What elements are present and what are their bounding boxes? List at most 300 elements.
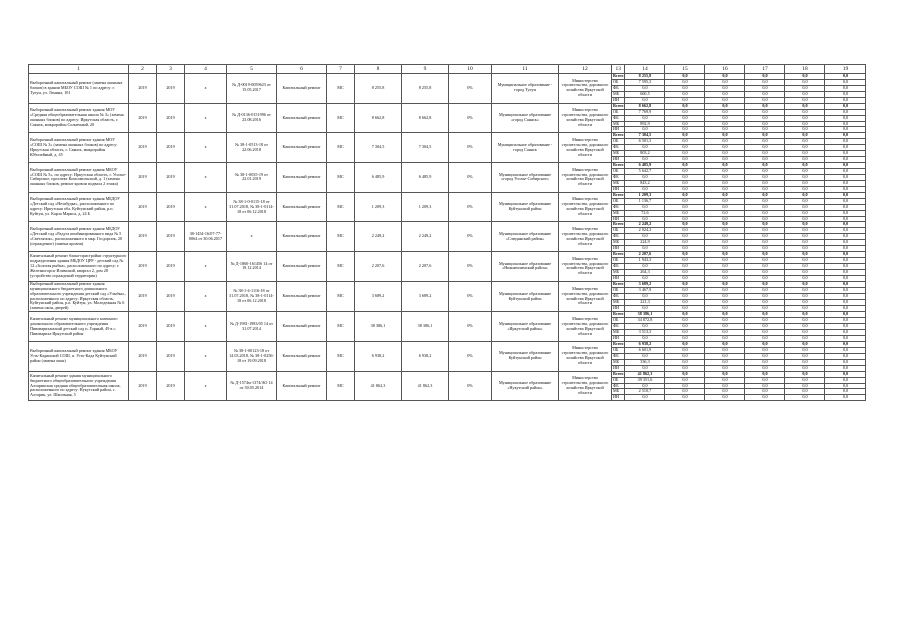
funding-source-label: ИИ	[612, 395, 625, 401]
end-year-cell: 2019	[157, 74, 185, 104]
funding-source-label: ИИ	[612, 306, 625, 312]
funding-amount-cell: 0,0	[825, 91, 866, 97]
funding-amount-cell: 0,0	[825, 371, 866, 377]
funding-amount-cell: 0,0	[745, 210, 785, 216]
responsible-ministry-cell: Министерство строительства, дорожного хозяйства Иркутской области	[559, 371, 612, 401]
funding-amount-cell: 0,0	[745, 389, 785, 395]
funding-amount-cell: 0,0	[745, 234, 785, 240]
column-4-cell: 38-1454-16/07-77-0064 от 30.06.2017	[185, 222, 227, 252]
work-type-cell: Капитальный ремонт	[277, 281, 327, 311]
funding-amount-cell: 0,0	[745, 246, 785, 252]
remaining-cost-cell: 1 209,3	[402, 192, 449, 222]
funding-amount-cell: 0,0	[825, 85, 866, 91]
funding-amount-cell: 0,0	[785, 85, 825, 91]
document-number-cell: № Д-0019-0059623 от 15.05.2017	[227, 74, 277, 104]
object-name-cell: Капитальный ремонт блока-пристройки структурного подразделения здания МБДОУ ЦРР - детский сад № 12 «Золотая рыбка», расположенного по адресу: г. Железногорск-Илимский, квартал 2, дом 28 (устройство ограждений территории)	[29, 252, 129, 282]
funding-amount-cell: 224,9	[625, 240, 665, 246]
funding-source-label: Всего	[613, 251, 624, 257]
responsible-ministry-cell: Министерство строительства, дорожного хозяйства Иркутской области	[559, 312, 612, 342]
funding-amount-cell: 0,0	[745, 395, 785, 401]
municipality-cell: Муниципальное образование Куйтунский район	[492, 281, 559, 311]
work-type-cell: Капитальный ремонт	[277, 103, 327, 133]
estimated-cost-cell: 8 662,8	[355, 103, 402, 133]
start-year-cell: 2019	[129, 192, 157, 222]
remaining-cost-cell: 8 662,8	[402, 103, 449, 133]
funding-amount-cell: 0,0	[825, 145, 866, 151]
funding-source-label: Всего	[613, 341, 624, 346]
column-number: 4	[185, 65, 227, 74]
funding-amount-cell: 0,0	[665, 330, 705, 336]
funding-amount-cell: 0,0	[665, 395, 705, 401]
funding-amount-cell: 72,6	[625, 210, 665, 216]
funding-amount-cell: 0,0	[665, 222, 705, 228]
funding-amount-cell: 0,0	[625, 204, 665, 210]
readiness-percent-cell: 0%	[449, 371, 492, 401]
start-year-cell: 2019	[129, 371, 157, 401]
funding-amount-cell: 0,0	[745, 275, 785, 281]
funding-amount-cell: 0,0	[705, 91, 745, 97]
funding-source-label: ОБ	[612, 258, 625, 264]
funding-amount-cell: 0,0	[705, 389, 745, 395]
funding-amount-cell: 0,0	[785, 174, 825, 180]
funding-amount-cell: 0,0	[785, 204, 825, 210]
object-name-cell: Выборочный капитальный ремонт здания МБОУ Усть-Кадинской СОШ, п. Усть-Када Куйтунский район (замена окон)	[29, 341, 129, 371]
funding-amount-cell: 0,0	[665, 139, 705, 145]
funding-amount-cell: 0,0	[785, 365, 825, 371]
funding-source-label: МБ	[612, 151, 625, 157]
funding-amount-cell: 0,0	[705, 127, 745, 133]
end-year-cell: 2019	[157, 222, 185, 252]
funding-amount-cell: 0,0	[825, 127, 866, 133]
funding-amount-cell: 0,0	[745, 258, 785, 264]
funding-amount-cell: 0,0	[785, 169, 825, 175]
funding-amount-cell: 0,0	[785, 395, 825, 401]
municipality-cell: Муниципальное образование Куйтунский район	[492, 192, 559, 222]
funding-amount-cell: 0,0	[825, 300, 866, 306]
funding-amount-cell: 0,0	[705, 371, 745, 377]
funding-amount-cell: 0,0	[785, 371, 825, 377]
funding-amount-cell: 0,0	[745, 174, 785, 180]
funding-amount-cell: 0,0	[825, 252, 866, 258]
funding-amount-cell: 0,0	[825, 103, 866, 109]
column-7-cell: МС	[327, 103, 355, 133]
funding-source-label: МБ	[612, 330, 625, 336]
column-4-cell: х	[185, 163, 227, 193]
funding-amount-cell: 0,0	[705, 163, 745, 169]
funding-amount-cell: 8 255,8	[625, 74, 665, 80]
remaining-cost-cell: 8 255,8	[402, 74, 449, 104]
work-type-cell: Капитальный ремонт	[277, 163, 327, 193]
column-7-cell: МС	[327, 74, 355, 104]
funding-amount-cell: 0,0	[745, 115, 785, 121]
funding-amount-cell: 0,0	[785, 97, 825, 103]
funding-amount-cell: 0,0	[625, 157, 665, 163]
end-year-cell: 2019	[157, 371, 185, 401]
funding-amount-cell: 0,0	[625, 216, 665, 222]
funding-source-label: ИИ	[612, 157, 625, 163]
end-year-cell: 2019	[157, 133, 185, 163]
funding-amount-cell: 0,0	[785, 198, 825, 204]
estimated-cost-cell: 3 689,2	[355, 281, 402, 311]
funding-amount-cell: 803,2	[625, 151, 665, 157]
funding-amount-cell: 0,0	[745, 318, 785, 324]
funding-amount-cell: 0,0	[825, 395, 866, 401]
funding-amount-cell: 0,0	[705, 300, 745, 306]
funding-amount-cell: 0,0	[825, 383, 866, 389]
funding-amount-cell: 0,0	[825, 121, 866, 127]
funding-amount-cell: 0,0	[825, 97, 866, 103]
start-year-cell: 2019	[129, 74, 157, 104]
funding-amount-cell: 0,0	[705, 85, 745, 91]
readiness-percent-cell: 0%	[449, 192, 492, 222]
funding-amount-cell: 5 642,7	[625, 169, 665, 175]
funding-amount-cell: 0,0	[785, 287, 825, 293]
funding-amount-cell: 0,0	[665, 157, 705, 163]
funding-amount-cell: 0,0	[625, 246, 665, 252]
funding-source-label: ОБ	[612, 109, 625, 115]
funding-amount-cell: 0,0	[665, 359, 705, 365]
funding-amount-cell: 0,0	[785, 210, 825, 216]
column-number: 10	[449, 65, 492, 74]
funding-amount-cell: 221,3	[625, 300, 665, 306]
column-number: 19	[825, 65, 866, 74]
end-year-cell: 2019	[157, 192, 185, 222]
funding-amount-cell: 0,0	[665, 234, 705, 240]
funding-amount-cell: 0,0	[745, 228, 785, 234]
funding-amount-cell: 0,0	[665, 216, 705, 222]
funding-amount-cell: 0,0	[625, 324, 665, 330]
column-number: 7	[327, 65, 355, 74]
funding-amount-cell: 0,0	[665, 91, 705, 97]
funding-amount-cell: 0,0	[705, 258, 745, 264]
funding-amount-cell: 0,0	[665, 300, 705, 306]
funding-source-label: ФБ	[612, 324, 625, 330]
funding-amount-cell: 0,0	[785, 275, 825, 281]
remaining-cost-cell: 38 386,1	[402, 312, 449, 342]
funding-amount-cell: 0,0	[745, 383, 785, 389]
column-7-cell: МС	[327, 312, 355, 342]
funding-amount-cell: 0,0	[665, 293, 705, 299]
funding-amount-cell: 0,0	[705, 318, 745, 324]
funding-amount-cell: 0,0	[825, 216, 866, 222]
end-year-cell: 2019	[157, 312, 185, 342]
estimated-cost-cell: 6 938,2	[355, 341, 402, 371]
funding-amount-cell: 0,0	[705, 306, 745, 312]
funding-source-label: ИИ	[612, 127, 625, 133]
funding-source-label: МБ	[612, 210, 625, 216]
funding-amount-cell: 0,0	[745, 324, 785, 330]
funding-source-label: ИИ	[612, 365, 625, 371]
funding-source-label: ФБ	[612, 174, 625, 180]
end-year-cell: 2019	[157, 163, 185, 193]
funding-amount-cell: 0,0	[705, 287, 745, 293]
funding-amount-cell: 0,0	[745, 133, 785, 139]
funding-amount-cell: 0,0	[785, 359, 825, 365]
funding-source-label: Всего	[613, 103, 624, 108]
funding-amount-cell: 0,0	[665, 306, 705, 312]
funding-amount-cell: 0,0	[825, 341, 866, 347]
funding-amount-cell: 0,0	[705, 240, 745, 246]
funding-amount-cell: 0,0	[665, 79, 705, 85]
column-7-cell: МС	[327, 163, 355, 193]
funding-amount-cell: 0,0	[825, 133, 866, 139]
funding-amount-cell: 0,0	[705, 157, 745, 163]
funding-amount-cell: 0,0	[705, 269, 745, 275]
funding-amount-cell: 0,0	[665, 383, 705, 389]
funding-amount-cell: 0,0	[705, 174, 745, 180]
funding-source-label: Всего	[613, 162, 624, 168]
funding-source-label: МБ	[612, 180, 625, 186]
funding-amount-cell: 0,0	[705, 139, 745, 145]
funding-amount-cell: 3 513,3	[625, 330, 665, 336]
funding-amount-cell: 0,0	[705, 336, 745, 342]
municipality-cell: Муниципальное образование «Нукутский район»	[492, 371, 559, 401]
funding-amount-cell: 0,0	[785, 127, 825, 133]
funding-amount-cell: 0,0	[745, 139, 785, 145]
funding-amount-cell: 0,0	[625, 275, 665, 281]
column-7-cell: МС	[327, 133, 355, 163]
funding-amount-cell: 0,0	[665, 174, 705, 180]
funding-amount-cell: 0,0	[825, 169, 866, 175]
object-name-cell: Выборочный капитальный ремонт здания муниципального бюджетного дошкольного образовательного учреждения детский сад «Улыбка», расположенного по адресу: Иркутская область, Куйтунский район, р.п. Куйтун, ул. Молодежная № 6 (замена окон, дверей)	[29, 281, 129, 311]
funding-amount-cell: 0,0	[785, 264, 825, 270]
funding-amount-cell: 34 872,8	[625, 318, 665, 324]
funding-amount-cell: 0,0	[665, 371, 705, 377]
funding-amount-cell: 0,0	[745, 109, 785, 115]
funding-amount-cell: 0,0	[705, 133, 745, 139]
funding-amount-cell: 0,0	[745, 169, 785, 175]
funding-amount-cell: 0,0	[785, 139, 825, 145]
column-4-cell: х	[185, 312, 227, 342]
funding-amount-cell: 0,0	[665, 74, 705, 80]
funding-amount-cell: 0,0	[705, 97, 745, 103]
column-number: 17	[745, 65, 785, 74]
readiness-percent-cell: 0%	[449, 252, 492, 282]
funding-amount-cell: 0,0	[625, 174, 665, 180]
funding-amount-cell: 0,0	[825, 336, 866, 342]
column-number: 1	[29, 65, 129, 74]
funding-amount-cell: 0,0	[785, 377, 825, 383]
funding-amount-cell: 0,0	[825, 293, 866, 299]
funding-amount-cell: 0,0	[625, 264, 665, 270]
funding-amount-cell: 0,0	[785, 312, 825, 318]
funding-amount-cell: 0,0	[705, 169, 745, 175]
remaining-cost-cell: 2 207,6	[402, 252, 449, 282]
funding-amount-cell: 336,3	[625, 359, 665, 365]
column-7-cell: МС	[327, 222, 355, 252]
funding-source-label: Всего	[613, 73, 624, 79]
funding-amount-cell: 0,0	[665, 210, 705, 216]
column-number: 14	[625, 65, 665, 74]
funding-source-label: ФБ	[612, 264, 625, 270]
funding-amount-cell: 0,0	[745, 269, 785, 275]
end-year-cell: 2019	[157, 281, 185, 311]
readiness-percent-cell: 0%	[449, 281, 492, 311]
funding-amount-cell: 0,0	[785, 115, 825, 121]
funding-amount-cell: 0,0	[785, 293, 825, 299]
column-number: 6	[277, 65, 327, 74]
funding-amount-cell: 0,0	[785, 109, 825, 115]
funding-amount-cell: 0,0	[705, 121, 745, 127]
funding-amount-cell: 0,0	[745, 127, 785, 133]
funding-amount-cell: 0,0	[705, 365, 745, 371]
responsible-ministry-cell: Министерство строительства, дорожного хозяйства Иркутской области	[559, 341, 612, 371]
funding-amount-cell: 0,0	[625, 365, 665, 371]
funding-amount-cell: 0,0	[665, 198, 705, 204]
funding-amount-cell: 0,0	[825, 192, 866, 198]
end-year-cell: 2019	[157, 103, 185, 133]
start-year-cell: 2019	[129, 341, 157, 371]
object-name-cell: Выборочный капитальный ремонт здания МОУ «СОШ № 3» (замена оконных блоков) по адресу: Иркутская область, г. Саянск, микрорайон Юбилейный, д. 45	[29, 133, 129, 163]
funding-amount-cell: 0,0	[745, 157, 785, 163]
remaining-cost-cell: 3 689,2	[402, 281, 449, 311]
funding-amount-cell: 0,0	[745, 377, 785, 383]
funding-amount-cell: 0,0	[625, 97, 665, 103]
readiness-percent-cell: 0%	[449, 74, 492, 104]
funding-amount-cell: 0,0	[785, 151, 825, 157]
funding-amount-cell: 0,0	[705, 359, 745, 365]
funding-amount-cell: 0,0	[785, 389, 825, 395]
funding-amount-cell: 0,0	[745, 121, 785, 127]
funding-source-label: ИИ	[612, 216, 625, 222]
funding-amount-cell: 0,0	[705, 324, 745, 330]
estimated-cost-cell: 6 485,9	[355, 163, 402, 193]
object-name-cell: Выборочный капитальный ремонт (замена оконных блоков) в здании МБОУ СОШ № 1 по адресу: г. Тулун, ул. Ленина, 101	[29, 74, 129, 104]
municipality-cell: Муниципальное образование «город Саянск»	[492, 103, 559, 133]
funding-amount-cell: 0,0	[665, 169, 705, 175]
remaining-cost-cell: 6 938,2	[402, 341, 449, 371]
funding-source-label: МБ	[612, 240, 625, 246]
column-number: 9	[402, 65, 449, 74]
funding-amount-cell: 0,0	[825, 275, 866, 281]
column-4-cell: х	[185, 281, 227, 311]
column-4-cell: х	[185, 103, 227, 133]
funding-amount-cell: 0,0	[785, 192, 825, 198]
funding-amount-cell: 0,0	[665, 133, 705, 139]
document-number-cell: № Д-1574м-1374/АО 14 от 30.05.2014	[227, 371, 277, 401]
remaining-cost-cell: 2 249,2	[402, 222, 449, 252]
funding-amount-cell: 0,0	[665, 377, 705, 383]
funding-source-label: Всего	[613, 132, 624, 138]
document-number-cell: № 38-1-0035-19 от 22.01.2019	[227, 163, 277, 193]
funding-amount-cell: 0,0	[625, 395, 665, 401]
work-type-cell: Капитальный ремонт	[277, 222, 327, 252]
work-type-cell: Капитальный ремонт	[277, 252, 327, 282]
document-number-cell: № Д-1981-1983/05 14 от 31.07.2014	[227, 312, 277, 342]
funding-amount-cell: 0,0	[825, 163, 866, 169]
municipality-cell: Муниципальное образование «Слюдянский район»	[492, 222, 559, 252]
column-number: 13	[612, 65, 625, 74]
funding-source-label: ОБ	[612, 287, 625, 293]
funding-amount-cell: 0,0	[785, 133, 825, 139]
column-4-cell: х	[185, 341, 227, 371]
funding-amount-cell: 0,0	[785, 318, 825, 324]
funding-amount-cell: 0,0	[665, 97, 705, 103]
funding-amount-cell: 0,0	[705, 395, 745, 401]
column-number: 2	[129, 65, 157, 74]
remaining-cost-cell: 6 485,9	[402, 163, 449, 193]
remaining-cost-cell: 7 304,5	[402, 133, 449, 163]
funding-amount-cell: 0,0	[745, 151, 785, 157]
funding-amount-cell: 0,0	[745, 145, 785, 151]
municipality-cell: Муниципальное образование - город Тулун	[492, 74, 559, 104]
column-7-cell: МС	[327, 252, 355, 282]
responsible-ministry-cell: Министерство строительства, дорожного хозяйства Иркутской области	[559, 103, 612, 133]
funding-amount-cell: 0,0	[625, 85, 665, 91]
funding-amount-cell: 0,0	[745, 264, 785, 270]
funding-amount-cell: 0,0	[825, 74, 866, 80]
funding-amount-cell: 0,0	[785, 383, 825, 389]
funding-amount-cell: 0,0	[665, 318, 705, 324]
funding-source-label: МБ	[612, 389, 625, 395]
funding-amount-cell: 0,0	[705, 281, 745, 287]
funding-amount-cell: 0,0	[665, 151, 705, 157]
readiness-percent-cell: 0%	[449, 222, 492, 252]
funding-source-label: Всего	[613, 311, 624, 317]
funding-amount-cell: 0,0	[825, 204, 866, 210]
funding-amount-cell: 0,0	[785, 79, 825, 85]
funding-amount-cell: 0,0	[705, 109, 745, 115]
funding-amount-cell: 0,0	[705, 252, 745, 258]
funding-amount-cell: 0,0	[665, 85, 705, 91]
end-year-cell: 2019	[157, 341, 185, 371]
document-number-cell: х	[227, 222, 277, 252]
funding-amount-cell: 0,0	[745, 365, 785, 371]
funding-amount-cell: 0,0	[825, 377, 866, 383]
funding-amount-cell: 0,0	[705, 74, 745, 80]
funding-amount-cell: 0,0	[825, 281, 866, 287]
funding-amount-cell: 2 510,7	[625, 389, 665, 395]
document-number-cell: № 38-1-4-1116-18 от 31.07.2018, № 38-1-0114-18 от 06.12.2018	[227, 281, 277, 311]
funding-amount-cell: 0,0	[665, 186, 705, 192]
object-name-cell: Выборочный капитальный ремонт здания МОУ «Средняя общеобразовательная школа № 3» (замена оконных блоков) по адресу: Иркутская область, г. Саянск, микрорайон Солнечный, 20	[29, 103, 129, 133]
funding-amount-cell: 0,0	[745, 312, 785, 318]
funding-amount-cell: 2 024,3	[625, 228, 665, 234]
funding-amount-cell: 0,0	[825, 269, 866, 275]
municipality-cell: Муниципальное образование Куйтунский район	[492, 341, 559, 371]
funding-amount-cell: 2 249,2	[625, 222, 665, 228]
funding-amount-cell: 0,0	[745, 192, 785, 198]
funding-amount-cell: 0,0	[705, 198, 745, 204]
funding-amount-cell: 0,0	[825, 234, 866, 240]
funding-amount-cell: 8 662,8	[625, 103, 665, 109]
funding-amount-cell: 0,0	[705, 264, 745, 270]
funding-amount-cell: 7 595,3	[625, 79, 665, 85]
funding-amount-cell: 0,0	[625, 234, 665, 240]
funding-amount-cell: 0,0	[705, 341, 745, 347]
column-number: 16	[705, 65, 745, 74]
funding-amount-cell: 0,0	[705, 228, 745, 234]
estimated-cost-cell: 7 304,5	[355, 133, 402, 163]
column-4-cell: х	[185, 252, 227, 282]
funding-amount-cell: 0,0	[825, 287, 866, 293]
funding-source-label: ОБ	[612, 198, 625, 204]
funding-amount-cell: 0,0	[705, 246, 745, 252]
funding-amount-cell: 0,0	[745, 163, 785, 169]
readiness-percent-cell: 0%	[449, 312, 492, 342]
funding-amount-cell: 0,0	[745, 347, 785, 353]
funding-amount-cell: 0,0	[705, 151, 745, 157]
funding-amount-cell: 2 207,6	[625, 252, 665, 258]
document-number-cell: № 38-1-00123-18 от 14.03.2018, № 38-1-0256-18 от 19.09.2018	[227, 341, 277, 371]
funding-amount-cell: 0,0	[665, 192, 705, 198]
funding-source-label: ИИ	[612, 97, 625, 103]
funding-source-label: ОБ	[612, 169, 625, 175]
funding-amount-cell: 0,0	[625, 306, 665, 312]
column-7-cell: МС	[327, 281, 355, 311]
funding-amount-cell: 0,0	[745, 240, 785, 246]
estimated-cost-cell: 41 862,3	[355, 371, 402, 401]
